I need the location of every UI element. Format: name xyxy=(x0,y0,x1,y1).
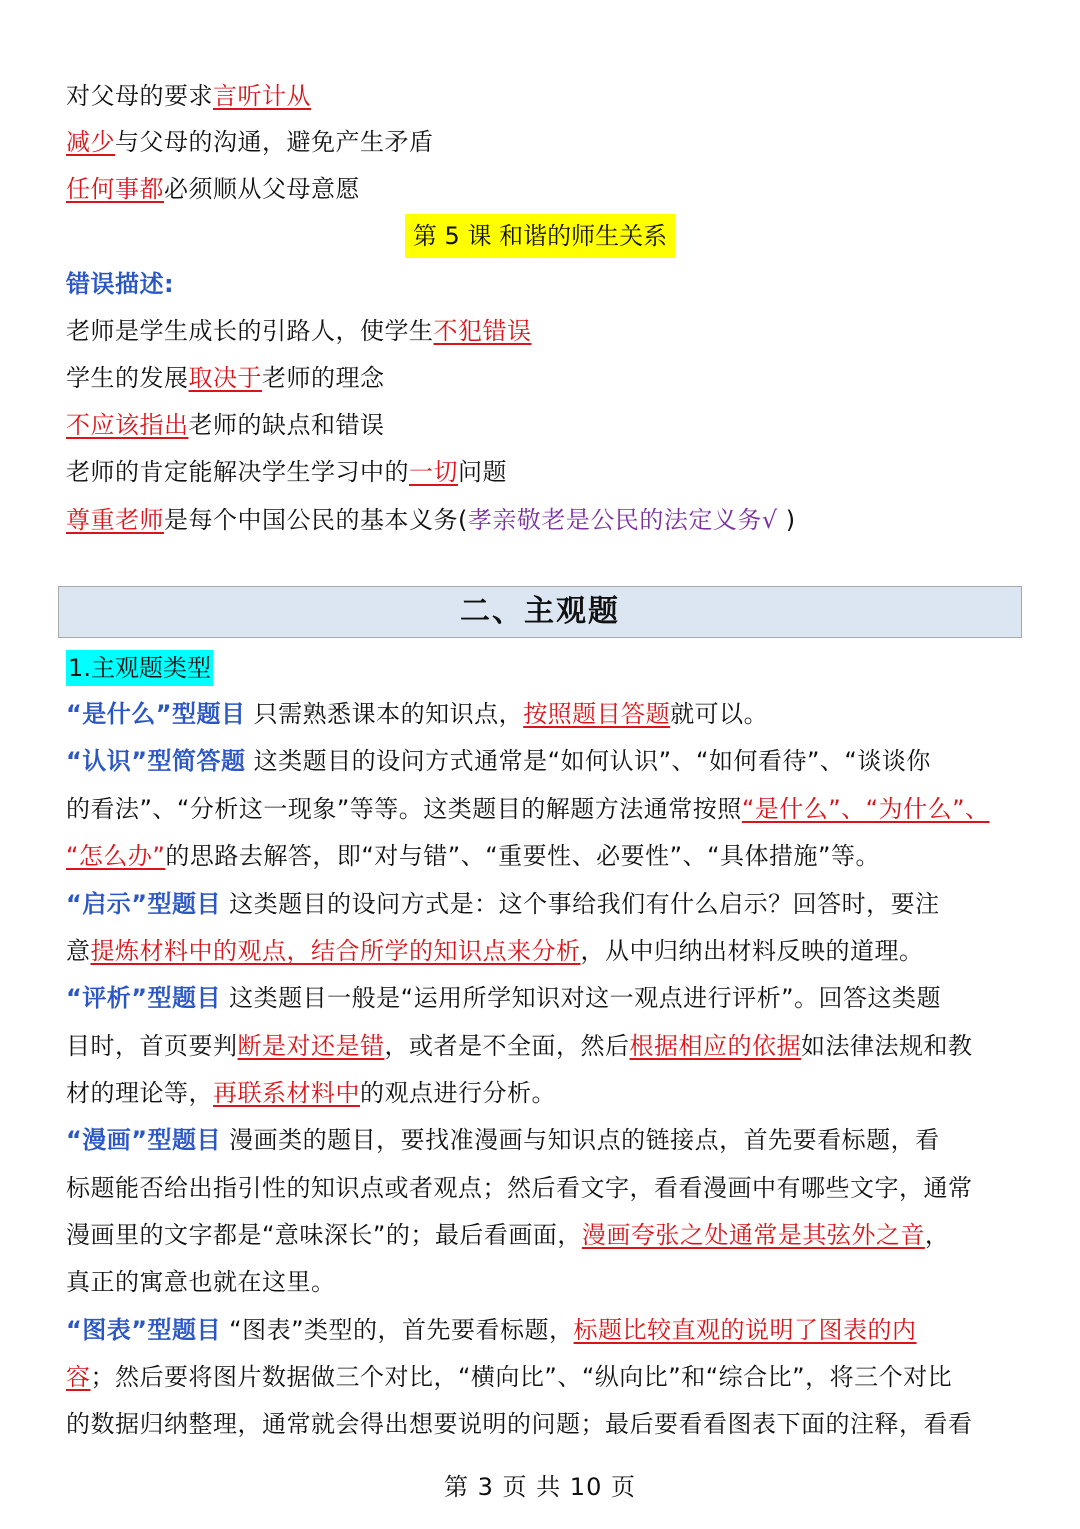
text-line: 减少与父母的沟通，避免产生矛盾 xyxy=(66,128,434,156)
text-line: 的看法”、“分析这一现象”等等。这类题目的解题方法通常按照“是什么”、“为什么”、 xyxy=(66,795,990,823)
lesson-title: 第 5 课 和谐的师生关系 xyxy=(405,214,675,258)
highlight-text: 言听计从 xyxy=(213,82,311,110)
text-line: “认识”型简答题 这类题目的设问方式通常是“如何认识”、“如何看待”、“谈谈你 xyxy=(66,747,931,775)
text-line: 材的理论等，再联系材料中的观点进行分析。 xyxy=(66,1079,556,1107)
highlight-text: 标题比较直观的说明了图表的内 xyxy=(573,1316,917,1344)
text-line: 不应该指出老师的缺点和错误 xyxy=(66,411,385,439)
text-line: 老师的肯定能解决学生学习中的一切问题 xyxy=(66,458,507,486)
highlight-text: 提炼材料中的观点，结合所学的知识点来分析 xyxy=(90,937,581,965)
highlight-text: “是什么”、“为什么”、 xyxy=(741,795,990,823)
text-line: 老师是学生成长的引路人，使学生不犯错误 xyxy=(66,317,532,345)
text-line: “图表”型题目 “图表”类型的，首先要看标题，标题比较直观的说明了图表的内 xyxy=(66,1316,917,1344)
highlight-text: 漫画夸张之处通常是其弦外之音 xyxy=(581,1221,925,1249)
highlight-text: 一切 xyxy=(409,458,458,486)
text-line: 真正的寓意也就在这里。 xyxy=(66,1268,336,1296)
text-line: 容；然后要将图片数据做三个对比，“横向比”、“纵向比”和“综合比”，将三个对比 xyxy=(66,1363,953,1391)
highlight-text: 再联系材料中 xyxy=(213,1079,360,1107)
highlight-text: 尊重老师 xyxy=(66,506,164,534)
text-line: “漫画”型题目 漫画类的题目，要找准漫画与知识点的链接点，首先要看标题，看 xyxy=(66,1126,940,1154)
type-label: “评析”型题目 xyxy=(66,984,222,1012)
error-heading: 错误描述: xyxy=(66,270,175,298)
text-line: 目时，首页要判断是对还是错，或者是不全面，然后根据相应的依据如法律法规和教 xyxy=(66,1032,973,1060)
text-line: 学生的发展取决于老师的理念 xyxy=(66,364,385,392)
text-line: “评析”型题目 这类题目一般是“运用所学知识对这一观点进行评析”。回答这类题 xyxy=(66,984,942,1012)
highlight-text: 减少 xyxy=(66,128,115,156)
subsection-title: 1.主观题类型 xyxy=(66,650,213,686)
section-title: 二、主观题 xyxy=(58,586,1022,638)
text-line: “怎么办”的思路去解答，即“对与错”、“重要性、必要性”、“具体措施”等。 xyxy=(66,842,880,870)
highlight-text: 不犯错误 xyxy=(433,317,532,345)
highlight-text: 任何事都 xyxy=(66,175,164,203)
highlight-text: 断是对还是错 xyxy=(237,1032,385,1060)
text-line: “启示”型题目 这类题目的设问方式是：这个事给我们有什么启示？回答时，要注 xyxy=(66,890,940,918)
type-label: “图表”型题目 xyxy=(66,1316,222,1344)
page-footer: 第 3 页 共 10 页 xyxy=(444,1473,636,1501)
type-label: “认识”型简答题 xyxy=(66,747,246,775)
text-line: 标题能否给出指引性的知识点或者观点；然后看文字，看看漫画中有哪些文字，通常 xyxy=(66,1174,973,1202)
type-label: “是什么”型题目 xyxy=(66,700,246,728)
text-line: 漫画里的文字都是“意味深长”的；最后看画面，漫画夸张之处通常是其弦外之音， xyxy=(66,1221,950,1249)
highlight-text: 按照题目答题 xyxy=(523,700,671,728)
highlight-text: 根据相应的依据 xyxy=(629,1032,801,1060)
highlight-text: 容 xyxy=(66,1363,91,1391)
text-line: “是什么”型题目 只需熟悉课本的知识点，按照题目答题就可以。 xyxy=(66,700,769,728)
text-line: 尊重老师是每个中国公民的基本义务(孝亲敬老是公民的法定义务√ ) xyxy=(66,506,796,534)
type-label: “漫画”型题目 xyxy=(66,1126,222,1154)
highlight-text: 不应该指出 xyxy=(66,411,189,439)
text-line: 任何事都必须顺从父母意愿 xyxy=(66,175,360,203)
text-line: 对父母的要求言听计从 xyxy=(66,82,311,110)
highlight-text: 取决于 xyxy=(188,364,262,392)
text-line: 的数据归纳整理，通常就会得出想要说明的问题；最后要看看图表下面的注释，看看 xyxy=(66,1410,973,1438)
note-text: 孝亲敬老是公民的法定义务√ xyxy=(467,506,778,534)
text-line: 意提炼材料中的观点，结合所学的知识点来分析，从中归纳出材料反映的道理。 xyxy=(66,937,924,965)
type-label: “启示”型题目 xyxy=(66,890,222,918)
highlight-text: “怎么办” xyxy=(66,842,166,870)
